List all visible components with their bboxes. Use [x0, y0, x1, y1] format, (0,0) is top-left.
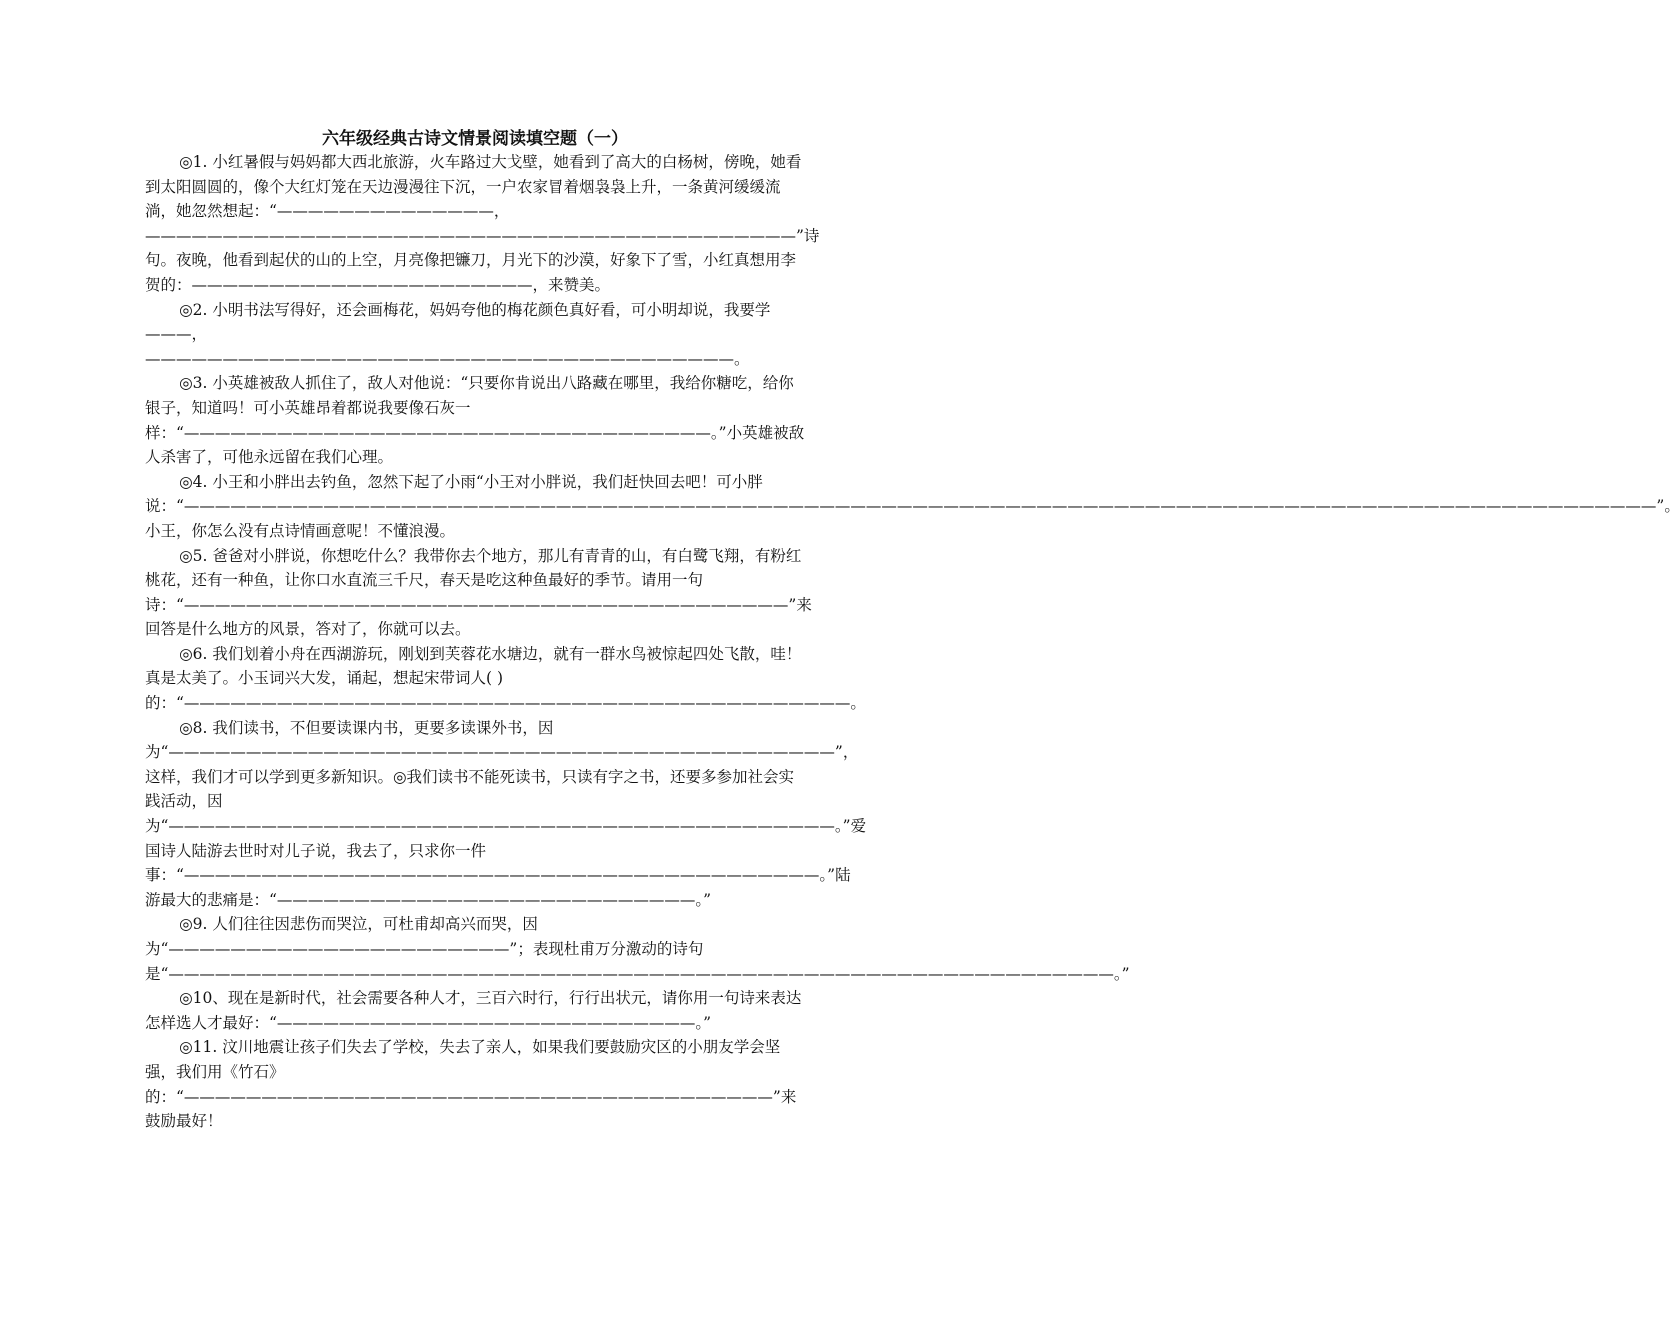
question-6: ◎6. 我们划着小舟在西湖游玩，刚划到芙蓉花水塘边，就有一群水鸟被惊起四处飞散，哇！真是太美了。小玉词兴大发，诵起，想起宋带词人( )的：“———————————————————————————————————————————。	[145, 644, 866, 713]
question-10: ◎10、现在是新时代，社会需要各种人才，三百六时行，行行出状元，请你用一句诗来表达怎样选人才最好：“———————————————————————————。”	[145, 989, 802, 1032]
question-4: ◎4. 小王和小胖出去钓鱼，忽然下起了小雨“小王对小胖说，我们赶快回去吧！可小胖说：“———————————————————————————————————————————————————————————————————————————————————————————————”。小王，你怎么没有点诗情画意呢！不懂浪漫。	[145, 472, 1680, 540]
question-list	[145, 150, 1680, 1134]
worksheet-title: 六年级经典古诗文情景阅读填空题（一）	[322, 129, 628, 149]
question-8: ◎8. 我们读书，不但要读课内书，更要多读课外书，因为“———————————————————————————————————————————”，这样，我们才可以学到更多新知识。◎我们读书不能死读书，只读有字之书，还要多参加社会实践活动，因为“———————————————————————————————————————————。”爱国诗人陆游去世时对儿子说，我去了，只求你一件事：“—————————————————————————————————————————。”陆游最大的悲痛是：“———————————————————————————。”	[145, 718, 867, 909]
question-3: ◎3. 小英雄被敌人抓住了，敌人对他说：“只要你肯说出八路藏在哪里，我给你糖吃，给你银子，知道吗！可小英雄昂着都说我要像石灰一样：“——————————————————————————————————。”小英雄被敌人杀害了，可他永远留在我们心理。	[145, 374, 805, 467]
question-1: ◎1. 小红暑假与妈妈都大西北旅游，火车路过大戈壁，她看到了高大的白杨树，傍晚，她看到太阳圆圆的，像个大红灯笼在天边漫漫往下沉，一户农家冒着烟袅袅上升，一条黄河缓缓流淌，她忽然想起：“——————————————，——————————————————————————————————————————”诗句。夜晚，他看到起伏的山的上空，月亮像把镰刀，月光下的沙漠，好象下了雪，小红真想用李贺的：——————————————————————，来赞美。	[145, 153, 820, 294]
question-11: ◎11. 汶川地震让孩子们失去了学校，失去了亲人，如果我们要鼓励灾区的小朋友学会坚强，我们用《竹石》的：“——————————————————————————————————————”来鼓励最好！	[145, 1038, 797, 1131]
question-2: ◎2. 小明书法写得好，还会画梅花，妈妈夸他的梅花颜色真好看，可小明却说，我要学———，——————————————————————————————————————。	[145, 300, 771, 368]
question-5: ◎5. 爸爸对小胖说，你想吃什么？我带你去个地方，那儿有青青的山，有白鹭飞翔，有粉红桃花，还有一种鱼，让你口水直流三千尺，春天是吃这种鱼最好的季节。请用一句诗：“———————————————————————————————————————”来回答是什么地方的风景，答对了，你就可以去。	[145, 546, 812, 639]
question-9: ◎9. 人们往往因悲伤而哭泣，可杜甫却高兴而哭，因为“——————————————————————”；表现杜甫万分激动的诗句是“—————————————————————————————————————————————————————————————。”	[145, 915, 1130, 983]
